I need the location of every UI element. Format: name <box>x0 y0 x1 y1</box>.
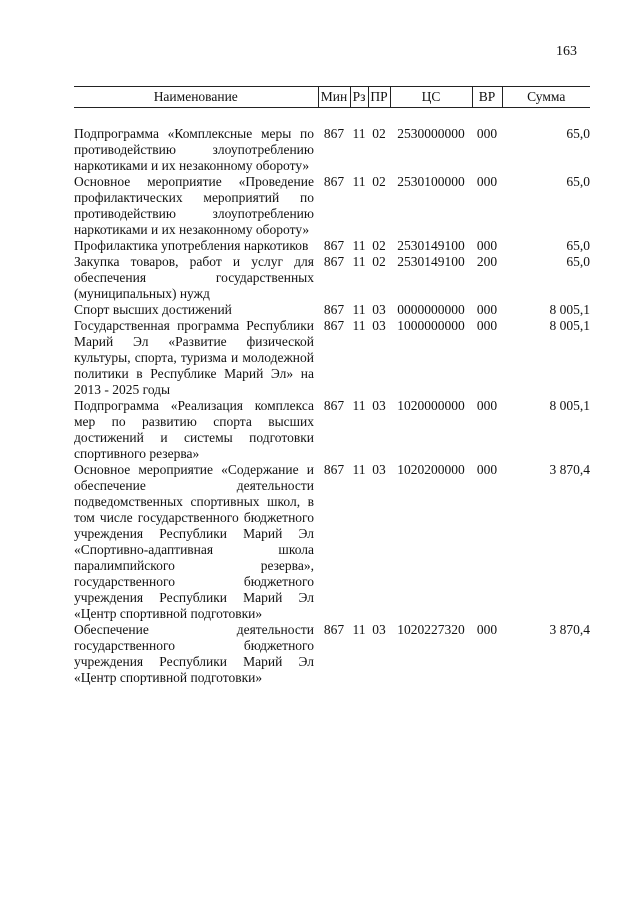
header-cs: ЦС <box>390 87 472 108</box>
cell-name: Основное мероприятие «Проведение профилактических мероприятий по противодействию злоупотреблению наркотиками и их незаконному обороту» <box>74 174 314 237</box>
cell-sum: 65,0 <box>566 254 590 269</box>
cell-pr: 03 <box>372 622 386 637</box>
cell-min: 867 <box>323 174 345 189</box>
cell-name: Основное мероприятие «Содержание и обеспечение деятельности подведомственных спортивных школ, в том числе государственного бюджетного учреждения Республики Марий Эл «Спортивно-адаптивная школа паралимпийского резерва», государственного бюджетного учреждения Республики Марий Эл «Центр спортивной подготовки» <box>74 462 314 621</box>
cell-cs: 2530100000 <box>397 174 465 189</box>
table-row <box>74 302 590 318</box>
cell-pr: 02 <box>372 238 386 253</box>
cell-min: 867 <box>323 462 345 477</box>
table-row <box>74 318 590 398</box>
cell-sum: 65,0 <box>566 126 590 141</box>
cell-rz: 11 <box>352 318 366 333</box>
cell-rz: 11 <box>352 622 366 637</box>
cell-sum: 65,0 <box>566 174 590 189</box>
header-vr: ВР <box>472 87 502 108</box>
cell-cs: 1020000000 <box>397 398 465 413</box>
cell-cs: 2530149100 <box>397 254 465 269</box>
page-number: 163 <box>556 44 577 59</box>
cell-name: Профилактика употребления наркотиков <box>74 238 309 253</box>
cell-cs: 1020200000 <box>397 462 465 477</box>
cell-sum: 8 005,1 <box>549 318 590 333</box>
cell-sum: 3 870,4 <box>549 462 590 477</box>
cell-vr: 000 <box>476 622 498 637</box>
cell-rz: 11 <box>352 302 366 317</box>
cell-vr: 000 <box>476 398 498 413</box>
cell-rz: 11 <box>352 174 366 189</box>
header-pr: ПР <box>368 87 390 108</box>
cell-vr: 000 <box>476 318 498 333</box>
table-row <box>74 398 590 462</box>
cell-name: Обеспечение деятельности государственного бюджетного учреждения Республики Марий Эл «Центр спортивной подготовки» <box>74 622 314 685</box>
cell-sum: 8 005,1 <box>549 398 590 413</box>
cell-cs: 2530000000 <box>397 126 465 141</box>
budget-table <box>74 86 590 686</box>
header-min: Мин <box>318 87 350 108</box>
table-row <box>74 174 590 238</box>
cell-min: 867 <box>323 254 345 269</box>
cell-rz: 11 <box>352 254 366 269</box>
cell-name: Государственная программа Республики Марий Эл «Развитие физической культуры, спорта, туризма и молодежной политики в Республике Марий Эл» на 2013 - 2025 годы <box>74 318 314 397</box>
cell-pr: 02 <box>372 254 386 269</box>
cell-min: 867 <box>323 302 345 317</box>
cell-name: Спорт высших достижений <box>74 302 232 317</box>
cell-sum: 8 005,1 <box>549 302 590 317</box>
header-name: Наименование <box>74 87 318 108</box>
cell-cs: 0000000000 <box>397 302 465 317</box>
cell-pr: 03 <box>372 302 386 317</box>
cell-min: 867 <box>323 238 345 253</box>
cell-vr: 000 <box>476 302 498 317</box>
cell-rz: 11 <box>352 398 366 413</box>
cell-min: 867 <box>323 318 345 333</box>
header-rz: Рз <box>350 87 368 108</box>
cell-cs: 1020227320 <box>397 622 465 637</box>
cell-pr: 03 <box>372 398 386 413</box>
table-row <box>74 462 590 622</box>
cell-vr: 000 <box>476 174 498 189</box>
cell-sum: 3 870,4 <box>549 622 590 637</box>
cell-rz: 11 <box>352 126 366 141</box>
cell-vr: 000 <box>476 238 498 253</box>
cell-pr: 03 <box>372 318 386 333</box>
cell-pr: 02 <box>372 126 386 141</box>
table-header-row <box>74 87 590 108</box>
cell-name: Подпрограмма «Комплексные меры по противодействию злоупотреблению наркотиками и их незаконному обороту» <box>74 126 314 173</box>
cell-name: Закупка товаров, работ и услуг для обеспечения государственных (муниципальных) нужд <box>74 254 314 301</box>
cell-min: 867 <box>323 398 345 413</box>
cell-rz: 11 <box>352 462 366 477</box>
cell-vr: 000 <box>476 462 498 477</box>
cell-min: 867 <box>323 126 345 141</box>
cell-vr: 000 <box>476 126 498 141</box>
table-row <box>74 622 590 686</box>
cell-pr: 02 <box>372 174 386 189</box>
cell-cs: 1000000000 <box>397 318 465 333</box>
table-row <box>74 254 590 302</box>
header-sum: Сумма <box>502 87 590 108</box>
cell-sum: 65,0 <box>566 238 590 253</box>
table-row <box>74 238 590 254</box>
cell-pr: 03 <box>372 462 386 477</box>
cell-name: Подпрограмма «Реализация комплекса мер по развитию спорта высших достижений и системы подготовки спортивного резерва» <box>74 398 314 461</box>
cell-min: 867 <box>323 622 345 637</box>
cell-cs: 2530149100 <box>397 238 465 253</box>
cell-vr: 200 <box>476 254 498 269</box>
cell-rz: 11 <box>352 238 366 253</box>
table-row <box>74 108 590 175</box>
